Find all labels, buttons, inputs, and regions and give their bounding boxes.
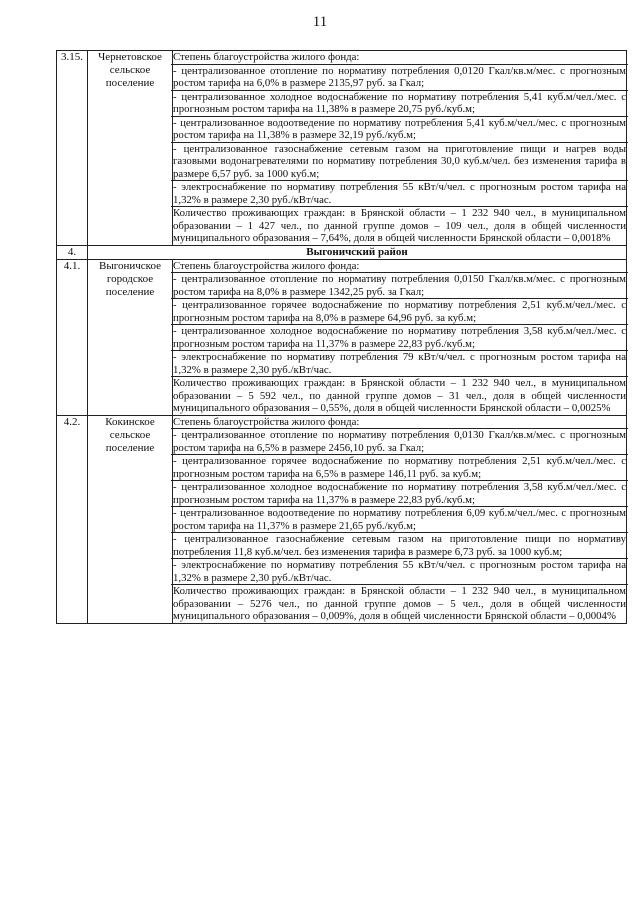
electricity-item: - электроснабжение по нормативу потребления 79 кВт/ч/чел. с прогнозным ростом тарифа на 1,32% в размере 2,30 руб./кВт/час. (173, 351, 626, 376)
section-title: Выгоничский район (88, 245, 627, 259)
table-row (57, 51, 627, 246)
gas-item: - централизованное газоснабжение сетевым газом на приготовление пищи и нагрев воды газовыми водонагревателями по нормативу потребления 30,0 куб.м/чел. без изменения тарифа в размере 6,57 руб. за 1000 куб.м; (173, 142, 626, 180)
section-row (57, 245, 627, 259)
section-number: 4. (57, 245, 88, 259)
row-number: 4.1. (57, 259, 88, 415)
row-number: 3.15. (57, 51, 88, 246)
row-details (173, 51, 627, 246)
sewerage-item: - централизованное водоотведение по нормативу потребления 6,09 куб.м/чел./мес. с прогнозным ростом тарифа на 11,37% в размере 21,65 руб./куб.м; (173, 507, 626, 532)
gas-item: - централизованное газоснабжение сетевым газом на приготовление пищи по нормативу потребления 11,8 куб.м/чел. без изменения тарифа в размере 6,73 руб. за 1000 куб.м; (173, 533, 626, 558)
electricity-item: - электроснабжение по нормативу потребления 55 кВт/ч/чел. с прогнозным ростом тарифа на 1,32% в размере 2,30 руб./кВт/час. (173, 181, 626, 206)
details-heading: Степень благоустройства жилого фонда: (171, 260, 628, 274)
housing-table (56, 50, 627, 624)
cold-water-item: - централизованное холодное водоснабжение по нормативу потребления 5,41 куб.м/чел./мес. с прогнозным ростом тарифа на 11,38% в размере 20,75 руб./куб.м; (173, 90, 626, 115)
details-heading: Степень благоустройства жилого фонда: (171, 416, 628, 430)
heating-item: - централизованное отопление по нормативу потребления 0,0150 Гкал/кв.м/мес. с прогнозным ростом тарифа на 8,0% в размере 1342,25 руб. за Гкал; (173, 273, 626, 298)
table-row (57, 415, 627, 623)
details-heading: Степень благоустройства жилого фонда: (171, 51, 628, 65)
settlement-name: Выгоничское городское поселение (88, 259, 173, 415)
population-item: Количество проживающих граждан: в Брянской области – 1 232 940 чел., в муниципальном образовании – 5276 чел., по данной группе домов – 5 чел., доля в общей численности муниципального образования – 0,009%, доля в общей численности Брянской области – 0,0004% (173, 585, 626, 622)
row-details (173, 415, 627, 623)
population-item: Количество проживающих граждан: в Брянской области – 1 232 940 чел., в муниципальном образовании – 5 592 чел., по данной группе домов – 31 чел., доля в общей численности муниципального образования – 0,55%, доля в общей численности Брянской области – 0,0025% (173, 377, 626, 414)
electricity-item: - электроснабжение по нормативу потребления 55 кВт/ч/чел. с прогнозным ростом тарифа на 1,32% в размере 2,30 руб./кВт/час. (173, 559, 626, 584)
hot-water-item: - централизованное горячее водоснабжение по нормативу потребления 2,51 куб.м/чел./мес. с прогнозным ростом тарифа на 6,5% в размере 146,11 руб. за куб.м; (173, 455, 626, 480)
row-details (173, 259, 627, 415)
settlement-name: Кокинское сельское поселение (88, 415, 173, 623)
population-item: Количество проживающих граждан: в Брянской области – 1 232 940 чел., в муниципальном образовании – 1 427 чел., по данной группе домов – 109 чел., доля в общей численности муниципального образования – 7,64%, доля в общей численности Брянской области – 0,0018% (173, 207, 626, 244)
cold-water-item: - централизованное холодное водоснабжение по нормативу потребления 3,58 куб.м/чел./мес. с прогнозным ростом тарифа на 11,37% в размере 22,83 руб./куб.м; (173, 325, 626, 350)
table-row (57, 259, 627, 415)
heating-item: - централизованное отопление по нормативу потребления 0,0130 Гкал/кв.м/мес. с прогнозным ростом тарифа на 6,5% в размере 2456,10 руб. за Гкал; (173, 429, 626, 454)
hot-water-item: - централизованное горячее водоснабжение по нормативу потребления 2,51 куб.м/чел./мес. с прогнозным ростом тарифа на 8,0% в размере 64,96 руб. за куб.м; (173, 299, 626, 324)
heating-item: - централизованное отопление по нормативу потребления 0,0120 Гкал/кв.м/мес. с прогнозным ростом тарифа на 6,0% в размере 2135,97 руб. за Гкал; (173, 64, 626, 89)
settlement-name: Чернетовское сельское поселение (88, 51, 173, 246)
cold-water-item: - централизованное холодное водоснабжение по нормативу потребления 3,58 куб.м/чел./мес. с прогнозным ростом тарифа на 11,37% в размере 22,83 руб./куб.м; (173, 481, 626, 506)
sewerage-item: - централизованное водоотведение по нормативу потребления 5,41 куб.м/чел./мес. с прогнозным ростом тарифа на 11,38% в размере 32,19 руб./куб.м; (173, 116, 626, 141)
row-number: 4.2. (57, 415, 88, 623)
page-number: 11 (312, 14, 328, 30)
